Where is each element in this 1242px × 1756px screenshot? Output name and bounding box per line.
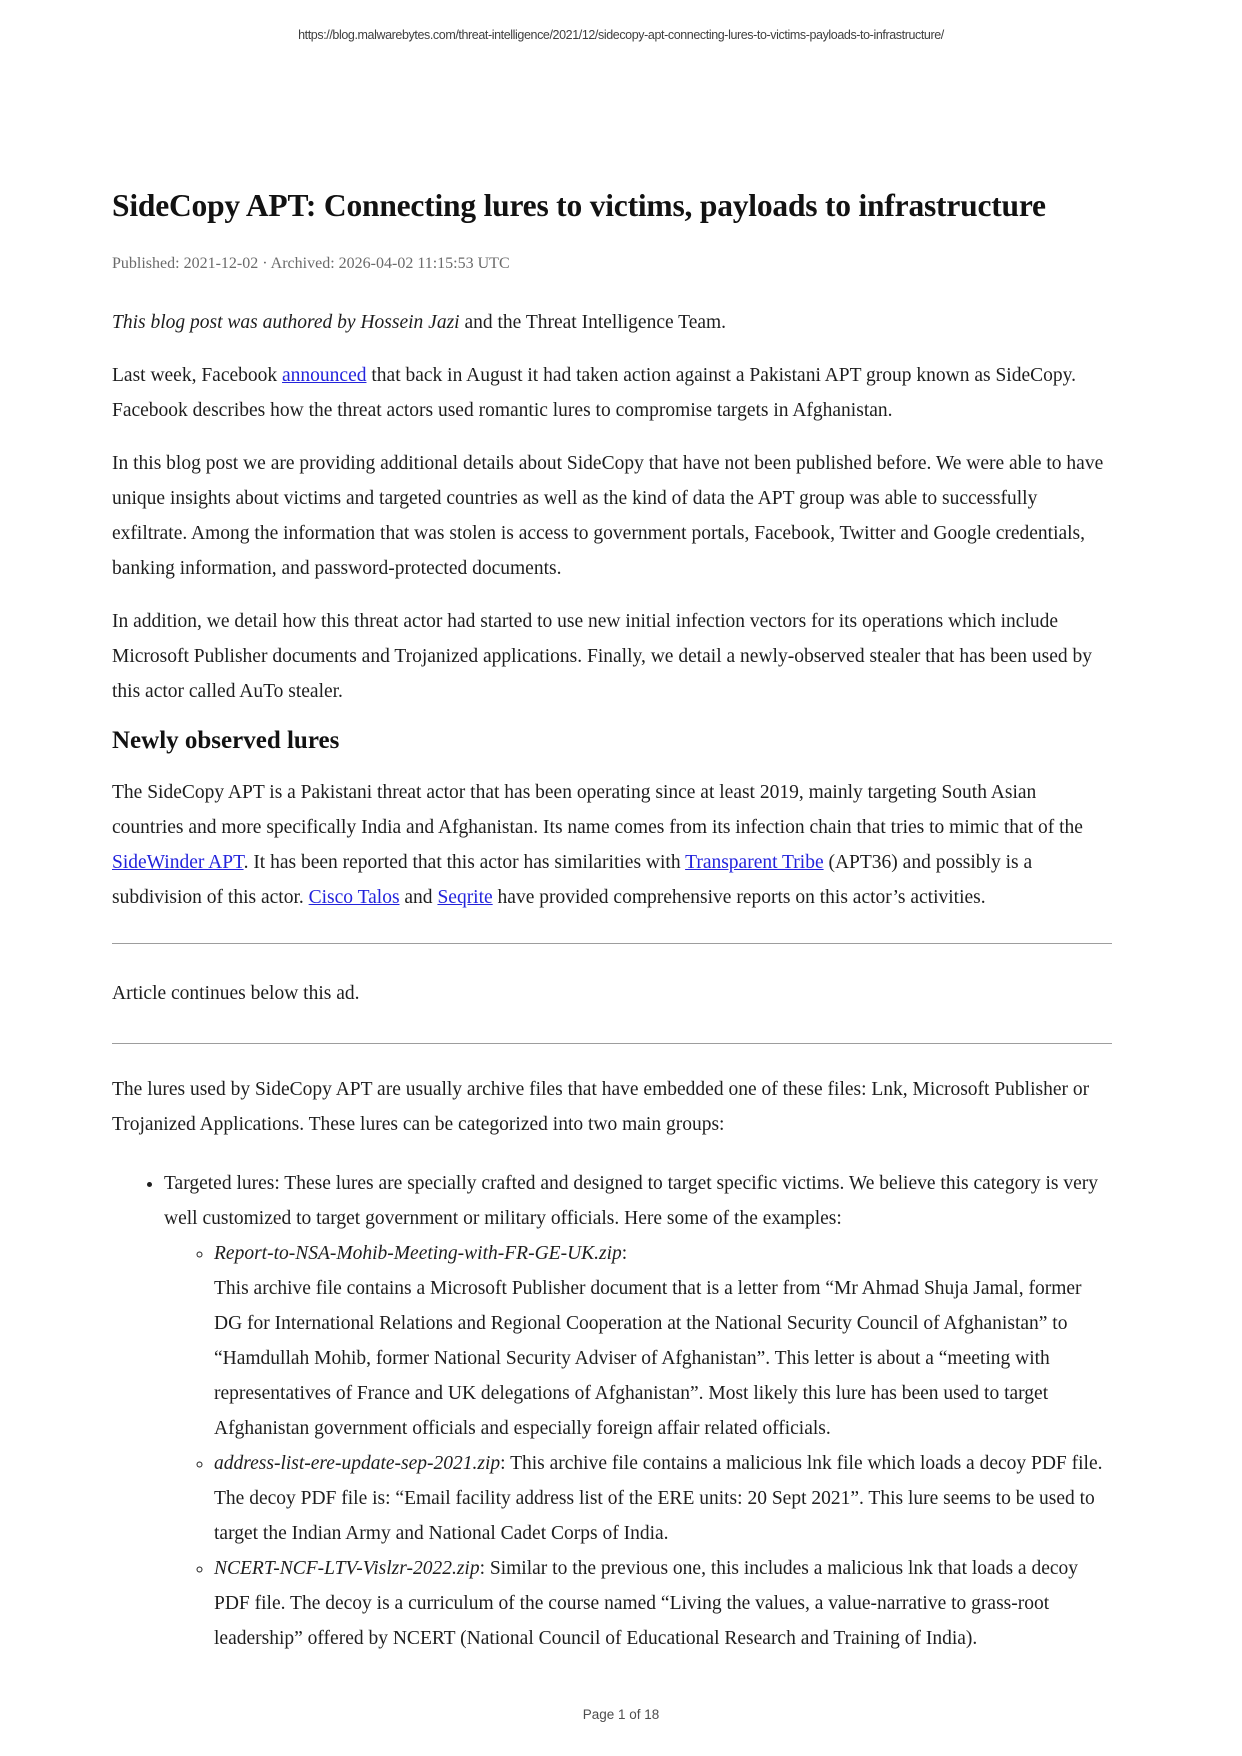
- article-meta: [112, 255, 1112, 273]
- archived-label: Archived:: [270, 255, 335, 273]
- page-url-header: https://blog.malwarebytes.com/threat-intelligence/2021/12/sidecopy-apt-connecting-lures-to-victims-payloads-to-infrastructure/: [298, 28, 944, 42]
- list-item-example-address-list-zip: [214, 1446, 1112, 1551]
- published-label: Published:: [112, 255, 180, 273]
- ad-separator-top: [112, 943, 1112, 944]
- text-segment: (APT36) and possibly is a subdivision of this actor.: [112, 852, 1033, 909]
- paragraph-actor-background: [112, 775, 1112, 915]
- lure-filename: NCERT-NCF-LTV-Vislzr-2022.zip: [214, 1558, 480, 1580]
- ad-separator-bottom: [112, 1043, 1112, 1044]
- paragraph-vectors: In addition, we detail how this threat actor had started to use new initial infection vectors for its operations which include Microsoft Publisher documents and Trojanized applications. Finally, we detail a newly-observed stealer that has been used by this actor called AuTo stealer.: [112, 611, 1093, 703]
- byline-authors: This blog post was authored by Hossein Jazi: [112, 312, 460, 334]
- lure-description: This archive file contains a Microsoft Publisher document that is a letter from “Mr Ahmad Shuja Jamal, former DG for International Relations and Regional Cooperation at the National Security Council of Afghanistan” to “Hamdullah Mohib, former National Security Adviser of Afghanistan”. This letter is about a “meeting with representatives of France and UK delegations of Afghanistan”. Most likely this lure has been used to target Afghanistan government officials and especially foreign affair related officials.: [214, 1278, 1082, 1440]
- list-item-example-report-zip: [214, 1236, 1112, 1446]
- list-item-example-ncert-zip: [214, 1551, 1112, 1656]
- paragraph-facebook: [112, 358, 1112, 428]
- targeted-lures-examples-list: [164, 1236, 1112, 1656]
- link-sidewinder-apt[interactable]: SideWinder APT: [112, 852, 244, 874]
- lure-filename: Report-to-NSA-Mohib-Meeting-with-FR-GE-UK.zip: [214, 1243, 622, 1265]
- text-segment: that back in August it had taken action against a Pakistani APT group known as SideCopy. Facebook describes how the threat actors used romantic lures to compromise targets in Afghanistan.: [112, 365, 1076, 422]
- filename-colon: :: [621, 1243, 628, 1265]
- text-segment: Last week, Facebook: [112, 365, 283, 387]
- byline-paragraph: [112, 305, 1112, 340]
- paragraph-insights: In this blog post we are providing additional details about SideCopy that have not been published before. We were able to have unique insights about victims and targeted countries as well as the kind of data the APT group was able to successfully exfiltrate. Among the information that was stolen is access to government portals, Facebook, Twitter and Google credentials, banking information, and password-protected documents.: [112, 453, 1104, 580]
- text-segment: and: [399, 887, 438, 909]
- meta-separator: ·: [262, 255, 268, 273]
- link-announced[interactable]: announced: [282, 365, 367, 387]
- text-segment: The SideCopy APT is a Pakistani threat actor that has been operating since at least 2019, mainly targeting South Asian countries and more specifically India and Afghanistan. Its name comes from its infection chain that tries to mimic that of the: [112, 782, 1083, 839]
- byline-rest: and the Threat Intelligence Team.: [459, 312, 727, 334]
- article-content: [112, 186, 1112, 1656]
- text-segment: . It has been reported that this actor has similarities with: [243, 852, 686, 874]
- archived-date: 2026-04-02 11:15:53 UTC: [338, 255, 510, 273]
- page-number-indicator: Page 1 of 18: [582, 1707, 660, 1722]
- published-date: 2021-12-02: [183, 255, 259, 273]
- ad-continues-note: Article continues below this ad.: [112, 983, 360, 1005]
- article-title: SideCopy APT: Connecting lures to victims, payloads to infrastructure: [112, 188, 1046, 223]
- link-seqrite[interactable]: Seqrite: [437, 887, 493, 909]
- lure-description: : Similar to the previous one, this includes a malicious lnk that loads a decoy PDF file. The decoy is a curriculum of the course named “Living the values, a value-narrative to grass-root leadership” offered by NCERT (National Council of Educational Research and Training of India).: [214, 1558, 1079, 1650]
- targeted-lures-intro: Targeted lures: These lures are specially crafted and designed to target specific victims. We believe this category is very well customized to target government or military officials. Here some of the examples:: [164, 1173, 1098, 1230]
- link-transparent-tribe[interactable]: Transparent Tribe: [685, 852, 824, 874]
- section-heading-newly-observed-lures: Newly observed lures: [112, 727, 340, 755]
- lure-description: : This archive file contains a malicious lnk file which loads a decoy PDF file. The decoy PDF file is: “Email facility address list of the ERE units: 20 Sept 2021”. This lure seems to be used to target the Indian Army and National Cadet Corps of India.: [214, 1453, 1103, 1545]
- lure-filename: address-list-ere-update-sep-2021.zip: [214, 1453, 501, 1475]
- text-segment: have provided comprehensive reports on this actor’s activities.: [492, 887, 986, 909]
- lure-groups-list: [112, 1166, 1112, 1656]
- link-cisco-talos[interactable]: Cisco Talos: [308, 887, 400, 909]
- paragraph-lures-overview: The lures used by SideCopy APT are usually archive files that have embedded one of these files: Lnk, Microsoft Publisher or Trojanized Applications. These lures can be categorized into two main groups:: [112, 1079, 1090, 1136]
- list-item-targeted-lures: [164, 1166, 1112, 1656]
